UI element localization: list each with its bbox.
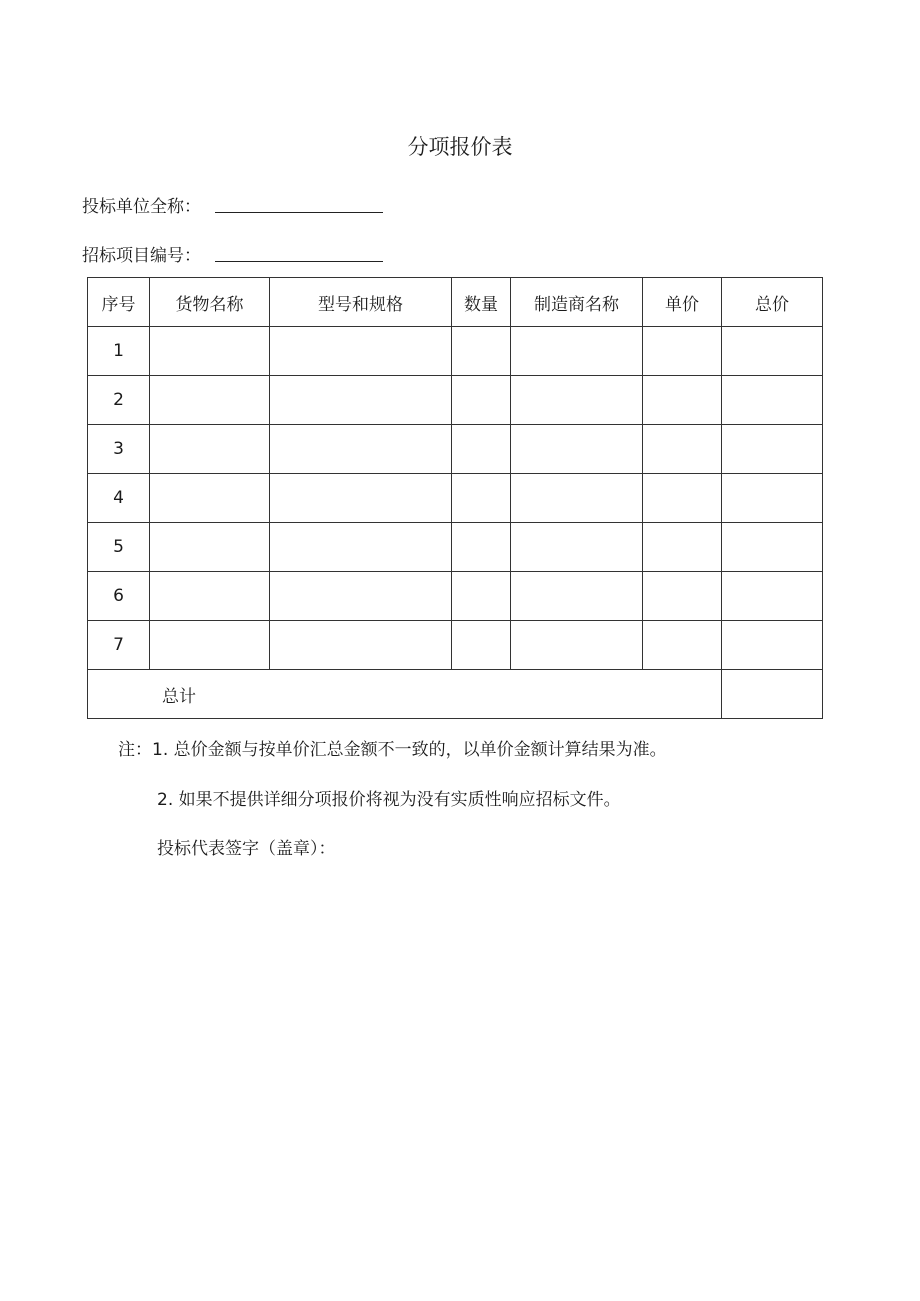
model-spec-cell[interactable] bbox=[270, 572, 452, 621]
model-spec-cell[interactable] bbox=[270, 376, 452, 425]
model-spec-cell[interactable] bbox=[270, 621, 452, 670]
manufacturer-cell[interactable] bbox=[511, 474, 643, 523]
header-model-spec: 型号和规格 bbox=[270, 278, 452, 327]
row-index: 2 bbox=[88, 376, 150, 425]
header-index: 序号 bbox=[88, 278, 150, 327]
manufacturer-cell[interactable] bbox=[511, 327, 643, 376]
goods-name-cell[interactable] bbox=[150, 327, 270, 376]
row-index: 7 bbox=[88, 621, 150, 670]
manufacturer-cell[interactable] bbox=[511, 621, 643, 670]
note-2: 2. 如果不提供详细分项报价将视为没有实质性响应招标文件。 bbox=[157, 790, 621, 810]
goods-name-cell[interactable] bbox=[150, 474, 270, 523]
goods-name-cell[interactable] bbox=[150, 572, 270, 621]
table-row bbox=[88, 376, 823, 425]
unit-price-cell[interactable] bbox=[643, 474, 722, 523]
total-price-cell[interactable] bbox=[722, 572, 823, 621]
total-price-cell[interactable] bbox=[722, 474, 823, 523]
table-header-row bbox=[88, 278, 823, 327]
total-price-cell[interactable] bbox=[722, 376, 823, 425]
total-price-cell[interactable] bbox=[722, 523, 823, 572]
header-goods-name: 货物名称 bbox=[150, 278, 270, 327]
quantity-cell[interactable] bbox=[452, 327, 511, 376]
row-index: 3 bbox=[88, 425, 150, 474]
bidder-name-field bbox=[82, 192, 383, 217]
goods-name-cell[interactable] bbox=[150, 376, 270, 425]
project-number-label: 招标项目编号： bbox=[82, 246, 201, 266]
quantity-cell[interactable] bbox=[452, 572, 511, 621]
table-row bbox=[88, 327, 823, 376]
manufacturer-cell[interactable] bbox=[511, 523, 643, 572]
quantity-cell[interactable] bbox=[452, 621, 511, 670]
project-number-field bbox=[82, 241, 383, 266]
row-index: 6 bbox=[88, 572, 150, 621]
total-label: 总计 bbox=[88, 670, 722, 719]
note-1: 注：1. 总价金额与按单价汇总金额不一致的，以单价金额计算结果为准。 bbox=[118, 740, 667, 760]
unit-price-cell[interactable] bbox=[643, 621, 722, 670]
table-row bbox=[88, 523, 823, 572]
manufacturer-cell[interactable] bbox=[511, 376, 643, 425]
quantity-cell[interactable] bbox=[452, 474, 511, 523]
quantity-cell[interactable] bbox=[452, 376, 511, 425]
table-row bbox=[88, 425, 823, 474]
table-row bbox=[88, 572, 823, 621]
goods-name-cell[interactable] bbox=[150, 621, 270, 670]
quantity-cell[interactable] bbox=[452, 523, 511, 572]
quote-table bbox=[87, 277, 823, 719]
row-index: 1 bbox=[88, 327, 150, 376]
total-price-cell[interactable] bbox=[722, 327, 823, 376]
model-spec-cell[interactable] bbox=[270, 327, 452, 376]
model-spec-cell[interactable] bbox=[270, 523, 452, 572]
header-quantity: 数量 bbox=[452, 278, 511, 327]
total-price-cell[interactable] bbox=[722, 425, 823, 474]
unit-price-cell[interactable] bbox=[643, 572, 722, 621]
total-row bbox=[88, 670, 823, 719]
model-spec-cell[interactable] bbox=[270, 474, 452, 523]
signature-label: 投标代表签字（盖章）： bbox=[157, 839, 336, 859]
quantity-cell[interactable] bbox=[452, 425, 511, 474]
unit-price-cell[interactable] bbox=[643, 376, 722, 425]
unit-price-cell[interactable] bbox=[643, 327, 722, 376]
project-number-blank[interactable] bbox=[215, 245, 383, 262]
goods-name-cell[interactable] bbox=[150, 523, 270, 572]
page-title: 分项报价表 bbox=[407, 135, 513, 159]
bidder-name-label: 投标单位全称： bbox=[82, 197, 201, 217]
header-total-price: 总价 bbox=[722, 278, 823, 327]
row-index: 4 bbox=[88, 474, 150, 523]
model-spec-cell[interactable] bbox=[270, 425, 452, 474]
bidder-name-blank[interactable] bbox=[215, 196, 383, 213]
header-unit-price: 单价 bbox=[643, 278, 722, 327]
manufacturer-cell[interactable] bbox=[511, 425, 643, 474]
goods-name-cell[interactable] bbox=[150, 425, 270, 474]
grand-total-cell[interactable] bbox=[722, 670, 823, 719]
unit-price-cell[interactable] bbox=[643, 523, 722, 572]
row-index: 5 bbox=[88, 523, 150, 572]
unit-price-cell[interactable] bbox=[643, 425, 722, 474]
total-price-cell[interactable] bbox=[722, 621, 823, 670]
table-row bbox=[88, 474, 823, 523]
header-manufacturer: 制造商名称 bbox=[511, 278, 643, 327]
manufacturer-cell[interactable] bbox=[511, 572, 643, 621]
table-row bbox=[88, 621, 823, 670]
